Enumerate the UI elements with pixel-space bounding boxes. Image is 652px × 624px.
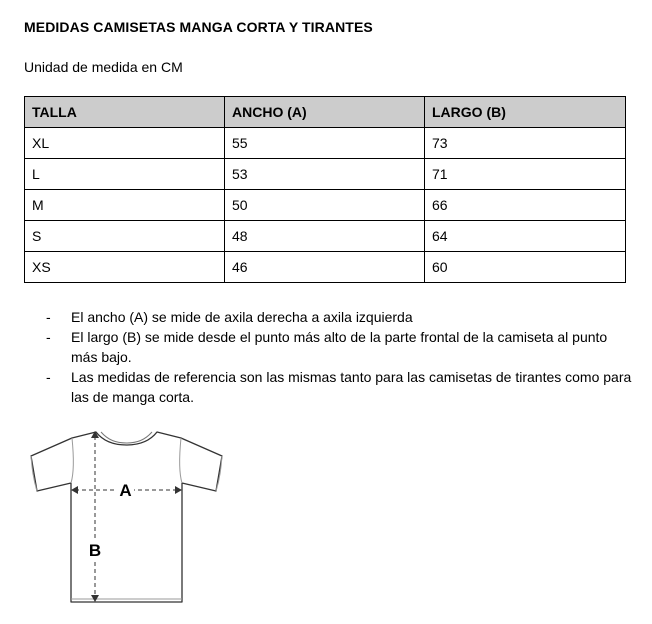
- list-item: [46, 327, 636, 367]
- header-ancho: ANCHO (A): [225, 97, 425, 128]
- cell-largo: 66: [425, 190, 626, 221]
- cell-talla: XL: [25, 128, 225, 159]
- length-label-b: B: [88, 541, 102, 560]
- list-item: [46, 307, 636, 327]
- cell-talla: S: [25, 221, 225, 252]
- note-text: El largo (B) se mide desde el punto más alto de la parte frontal de la camiseta al punto más bajo.: [71, 329, 608, 365]
- bullet-dash: -: [46, 309, 51, 325]
- measure-arrows: [71, 431, 182, 602]
- list-item: [46, 367, 636, 407]
- table-row: [25, 159, 626, 190]
- bullet-dash: -: [46, 329, 51, 345]
- cell-ancho: 48: [225, 221, 425, 252]
- cell-talla: M: [25, 190, 225, 221]
- header-talla: TALLA: [25, 97, 225, 128]
- cell-largo: 64: [425, 221, 626, 252]
- cell-ancho: 55: [225, 128, 425, 159]
- tshirt-outline: [31, 432, 222, 602]
- table-header-row: [25, 97, 626, 128]
- cell-talla: L: [25, 159, 225, 190]
- table-row: [25, 128, 626, 159]
- bullet-dash: -: [46, 369, 51, 385]
- size-table: [24, 96, 626, 283]
- arrow-left-icon: [71, 486, 78, 494]
- measurement-notes: [46, 307, 636, 407]
- cell-ancho: 53: [225, 159, 425, 190]
- header-largo: LARGO (B): [425, 97, 626, 128]
- unit-note: Unidad de medida en CM: [24, 59, 183, 75]
- width-label-a: A: [119, 481, 132, 500]
- cell-ancho: 50: [225, 190, 425, 221]
- cell-ancho: 46: [225, 252, 425, 283]
- tshirt-measurement-diagram: [28, 428, 224, 606]
- cell-largo: 60: [425, 252, 626, 283]
- cell-largo: 71: [425, 159, 626, 190]
- note-text: El ancho (A) se mide de axila derecha a axila izquierda: [71, 309, 413, 325]
- arrow-right-icon: [175, 486, 182, 494]
- table-row: [25, 221, 626, 252]
- page-title: MEDIDAS CAMISETAS MANGA CORTA Y TIRANTES: [24, 19, 373, 35]
- table-row: [25, 190, 626, 221]
- table-row: [25, 252, 626, 283]
- measure-guides: [75, 436, 178, 598]
- note-text: Las medidas de referencia son las mismas tanto para las camisetas de tirantes como para las de manga corta.: [71, 369, 632, 405]
- cell-largo: 73: [425, 128, 626, 159]
- cell-talla: XS: [25, 252, 225, 283]
